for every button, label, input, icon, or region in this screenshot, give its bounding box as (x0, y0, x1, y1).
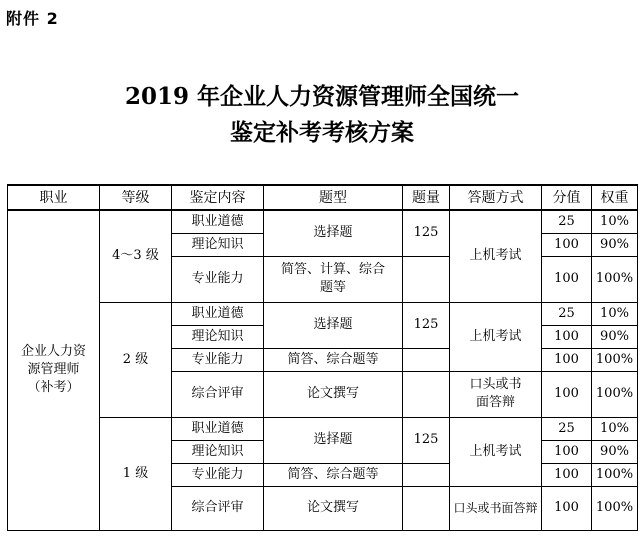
score-cell: 100 (542, 371, 592, 417)
score-cell: 100 (542, 325, 592, 348)
question-type-cell: 简答、综合题等 (264, 463, 403, 486)
score-cell: 100 (542, 348, 592, 371)
content-cell: 综合评审 (172, 371, 264, 417)
content-cell: 专业能力 (172, 256, 264, 302)
quantity-cell-empty (403, 486, 450, 530)
header-content: 鉴定内容 (172, 185, 264, 210)
table-row (8, 210, 638, 233)
header-method: 答题方式 (450, 185, 542, 210)
header-row (8, 185, 638, 210)
method-cell: 口头或书面答辩 (450, 486, 542, 530)
page-title-line-1: 2019 年企业人力资源管理师全国统一 (124, 83, 520, 110)
table-row (8, 302, 638, 325)
method-cell: 上机考试 (450, 210, 542, 302)
score-cell: 25 (542, 417, 592, 440)
content-cell: 理论知识 (172, 233, 264, 256)
header-quantity: 题量 (403, 185, 450, 210)
quantity-cell-empty (403, 348, 450, 371)
weight-cell: 100% (592, 463, 638, 486)
question-type-cell: 论文撰写 (264, 371, 403, 417)
content-cell: 职业道德 (172, 302, 264, 325)
header-question-type: 题型 (264, 185, 403, 210)
weight-cell: 10% (592, 417, 638, 440)
question-type-cell: 简答、计算、综合题等 (264, 256, 403, 302)
content-cell: 职业道德 (172, 210, 264, 233)
quantity-cell: 125 (403, 210, 450, 256)
question-type-cell: 选择题 (264, 302, 403, 348)
header-level: 等级 (100, 185, 172, 210)
method-cell: 上机考试 (450, 302, 542, 371)
table-row (8, 417, 638, 440)
header-score: 分值 (542, 185, 592, 210)
score-cell: 25 (542, 302, 592, 325)
score-cell: 100 (542, 463, 592, 486)
content-cell: 综合评审 (172, 486, 264, 530)
score-cell: 100 (542, 256, 592, 302)
assessment-table (7, 184, 638, 531)
weight-cell: 100% (592, 256, 638, 302)
score-cell: 100 (542, 233, 592, 256)
content-cell: 专业能力 (172, 348, 264, 371)
weight-cell: 90% (592, 325, 638, 348)
content-cell: 理论知识 (172, 440, 264, 463)
content-cell: 专业能力 (172, 463, 264, 486)
weight-cell: 100% (592, 371, 638, 417)
score-cell: 25 (542, 210, 592, 233)
header-occupation: 职业 (8, 185, 100, 210)
level-cell: 1 级 (100, 417, 172, 530)
method-cell: 口头或书面答辩 (450, 371, 542, 417)
quantity-cell-empty (403, 371, 450, 417)
content-cell: 理论知识 (172, 325, 264, 348)
score-cell: 100 (542, 440, 592, 463)
quantity-cell-empty (403, 463, 450, 486)
level-cell: 2 级 (100, 302, 172, 417)
weight-cell: 90% (592, 440, 638, 463)
method-cell: 上机考试 (450, 417, 542, 486)
attachment-label: 附件 2 (6, 9, 59, 28)
question-type-cell: 论文撰写 (264, 486, 403, 530)
question-type-cell: 简答、综合题等 (264, 348, 403, 371)
occupation-cell: 企业人力资源管理师（补考） (8, 210, 100, 530)
question-type-cell: 选择题 (264, 417, 403, 463)
weight-cell: 100% (592, 486, 638, 530)
page-title-line-2: 鉴定补考考核方案 (230, 119, 414, 146)
quantity-cell-empty (403, 256, 450, 302)
content-cell: 职业道德 (172, 417, 264, 440)
weight-cell: 10% (592, 302, 638, 325)
weight-cell: 100% (592, 348, 638, 371)
score-cell: 100 (542, 486, 592, 530)
quantity-cell: 125 (403, 302, 450, 348)
weight-cell: 10% (592, 210, 638, 233)
weight-cell: 90% (592, 233, 638, 256)
question-type-cell: 选择题 (264, 210, 403, 256)
quantity-cell: 125 (403, 417, 450, 463)
level-cell: 4～3 级 (100, 210, 172, 302)
header-weight: 权重 (592, 185, 638, 210)
